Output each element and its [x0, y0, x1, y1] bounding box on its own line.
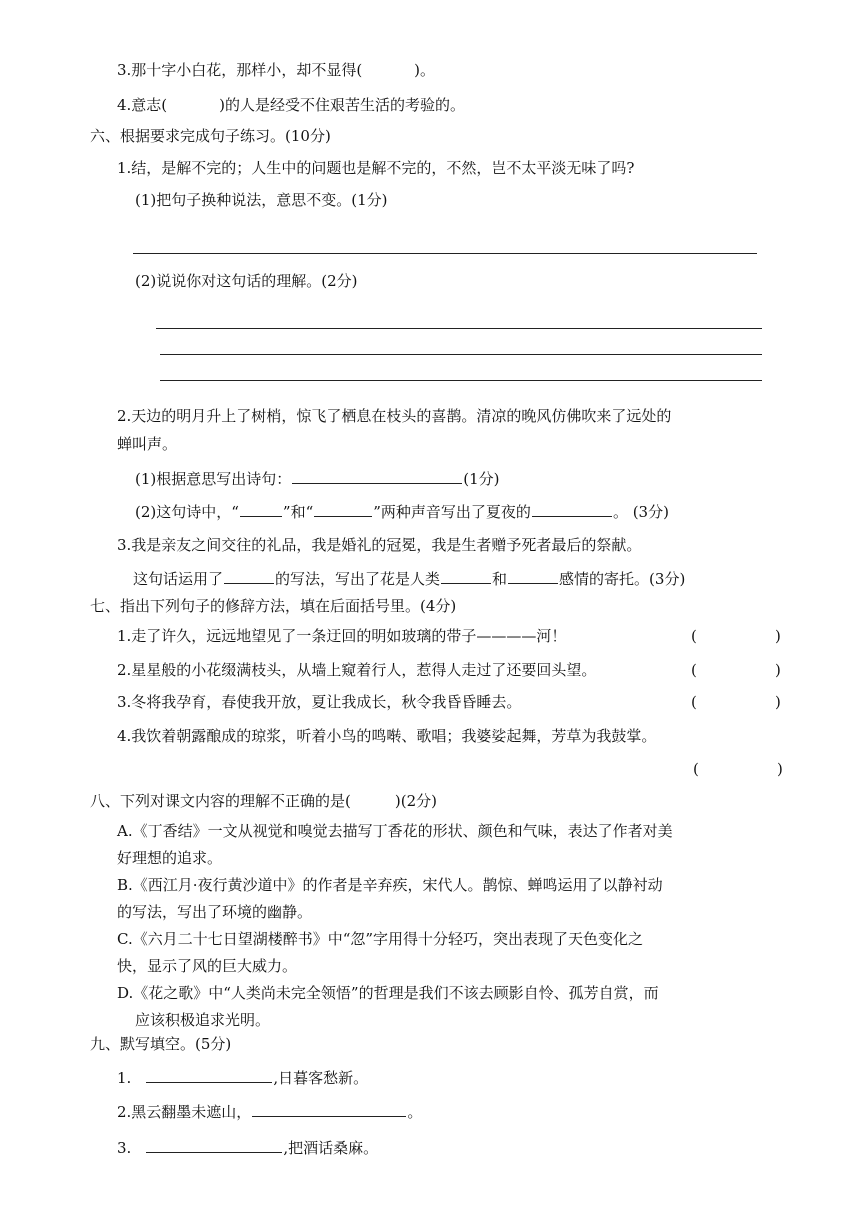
answer-blank[interactable]: [314, 500, 372, 517]
option-b-line2: 的写法，写出了环境的幽静。: [117, 903, 313, 921]
section-8-heading: 八、下列对课文内容的理解不正确的是( )(2分): [90, 792, 437, 810]
question-5-3: 3.那十字小白花，那样小，却不显得( )。: [117, 61, 436, 79]
option-d-line2: 应该积极追求光明。: [135, 1011, 271, 1029]
rhetoric-item-2: 2.星星般的小花缀满枝头，从墙上窥着行人，惹得人走过了还要回头望。: [117, 661, 597, 679]
answer-blank[interactable]: [292, 467, 462, 484]
section-9-heading: 九、默写填空。(5分): [90, 1035, 232, 1053]
answer-blank[interactable]: [252, 1100, 406, 1117]
answer-paren-open: (: [693, 760, 699, 778]
answer-paren-close: ): [775, 693, 781, 711]
answer-line[interactable]: [156, 328, 762, 329]
answer-paren-close: ): [775, 661, 781, 679]
question-6-3: 3.我是亲友之间交往的礼品，我是婚礼的冠冕，我是生者赠予死者最后的祭献。: [117, 536, 642, 554]
option-a-line1: A.《丁香结》一文从视觉和嗅觉去描写丁香花的形状、颜色和气味，表达了作者对美: [117, 822, 673, 840]
option-b-line1: B.《西江月·夜行黄沙道中》的作者是辛弃疾，宋代人。鹊惊、蝉鸣运用了以静衬动: [117, 876, 663, 894]
dictation-1: 1. ,日暮客愁新。: [117, 1066, 368, 1088]
answer-line[interactable]: [160, 354, 762, 355]
answer-paren-open: (: [691, 627, 697, 645]
rhetoric-item-4: 4.我饮着朝露酿成的琼浆，听着小鸟的鸣啭、歌唱；我婆娑起舞，芳草为我鼓掌。: [117, 727, 657, 745]
question-6-2-1: (1)根据意思写出诗句： (1分): [135, 467, 500, 489]
answer-blank[interactable]: [240, 500, 282, 517]
section-7-heading: 七、指出下列句子的修辞方法，填在后面括号里。(4分): [90, 597, 457, 615]
answer-blank[interactable]: [532, 500, 612, 517]
question-5-4: 4.意志( )的人是经受不住艰苦生活的考验的。: [117, 96, 466, 114]
option-d-line1: D.《花之歌》中“人类尚未完全领悟”的哲理是我们不该去顾影自怜、孤芳自赏，而: [117, 984, 659, 1002]
option-c-line1: C.《六月二十七日望湖楼醉书》中“忽”字用得十分轻巧，突出表现了天色变化之: [117, 930, 644, 948]
answer-paren-open: (: [691, 661, 697, 679]
answer-line[interactable]: [160, 380, 762, 381]
question-6-1-2: (2)说说你对这句话的理解。(2分): [135, 272, 358, 290]
rhetoric-item-1: 1.走了许久，远远地望见了一条迂回的明如玻璃的带子————河！: [117, 627, 567, 645]
answer-blank[interactable]: [224, 567, 274, 584]
dictation-3: 3. ,把酒话桑麻。: [117, 1136, 378, 1158]
answer-paren-close: ): [777, 760, 783, 778]
answer-line[interactable]: [133, 253, 757, 254]
answer-paren-open: (: [691, 693, 697, 711]
answer-paren-close: ): [775, 627, 781, 645]
option-c-line2: 快，显示了风的巨大威力。: [117, 957, 298, 975]
answer-blank[interactable]: [146, 1136, 282, 1153]
question-6-1: 1.结，是解不完的；人生中的问题也是解不完的，不然，岂不太平淡无味了吗?: [117, 159, 635, 177]
question-6-1-1: (1)把句子换种说法，意思不变。(1分): [135, 191, 388, 209]
question-6-2-line1: 2.天边的明月升上了树梢，惊飞了栖息在枝头的喜鹊。清凉的晚风仿佛吹来了远处的: [117, 407, 672, 425]
question-6-2-2: (2)这句诗中，“ ”和“ ”两种声音写出了夏夜的 。 (3分): [135, 500, 669, 522]
answer-blank[interactable]: [146, 1066, 272, 1083]
rhetoric-item-3: 3.冬将我孕育，春使我开放，夏让我成长，秋令我昏昏睡去。: [117, 693, 522, 711]
dictation-2: 2.黑云翻墨未遮山， 。: [117, 1100, 422, 1122]
question-6-3-fill: 这句话运用了 的写法，写出了花是人类 和 感情的寄托。(3分): [133, 567, 685, 589]
option-a-line2: 好理想的追求。: [117, 849, 223, 867]
answer-blank[interactable]: [441, 567, 491, 584]
answer-blank[interactable]: [508, 567, 558, 584]
section-6-heading: 六、根据要求完成句子练习。(10分): [90, 127, 331, 145]
question-6-2-line2: 蝉叫声。: [117, 435, 178, 453]
